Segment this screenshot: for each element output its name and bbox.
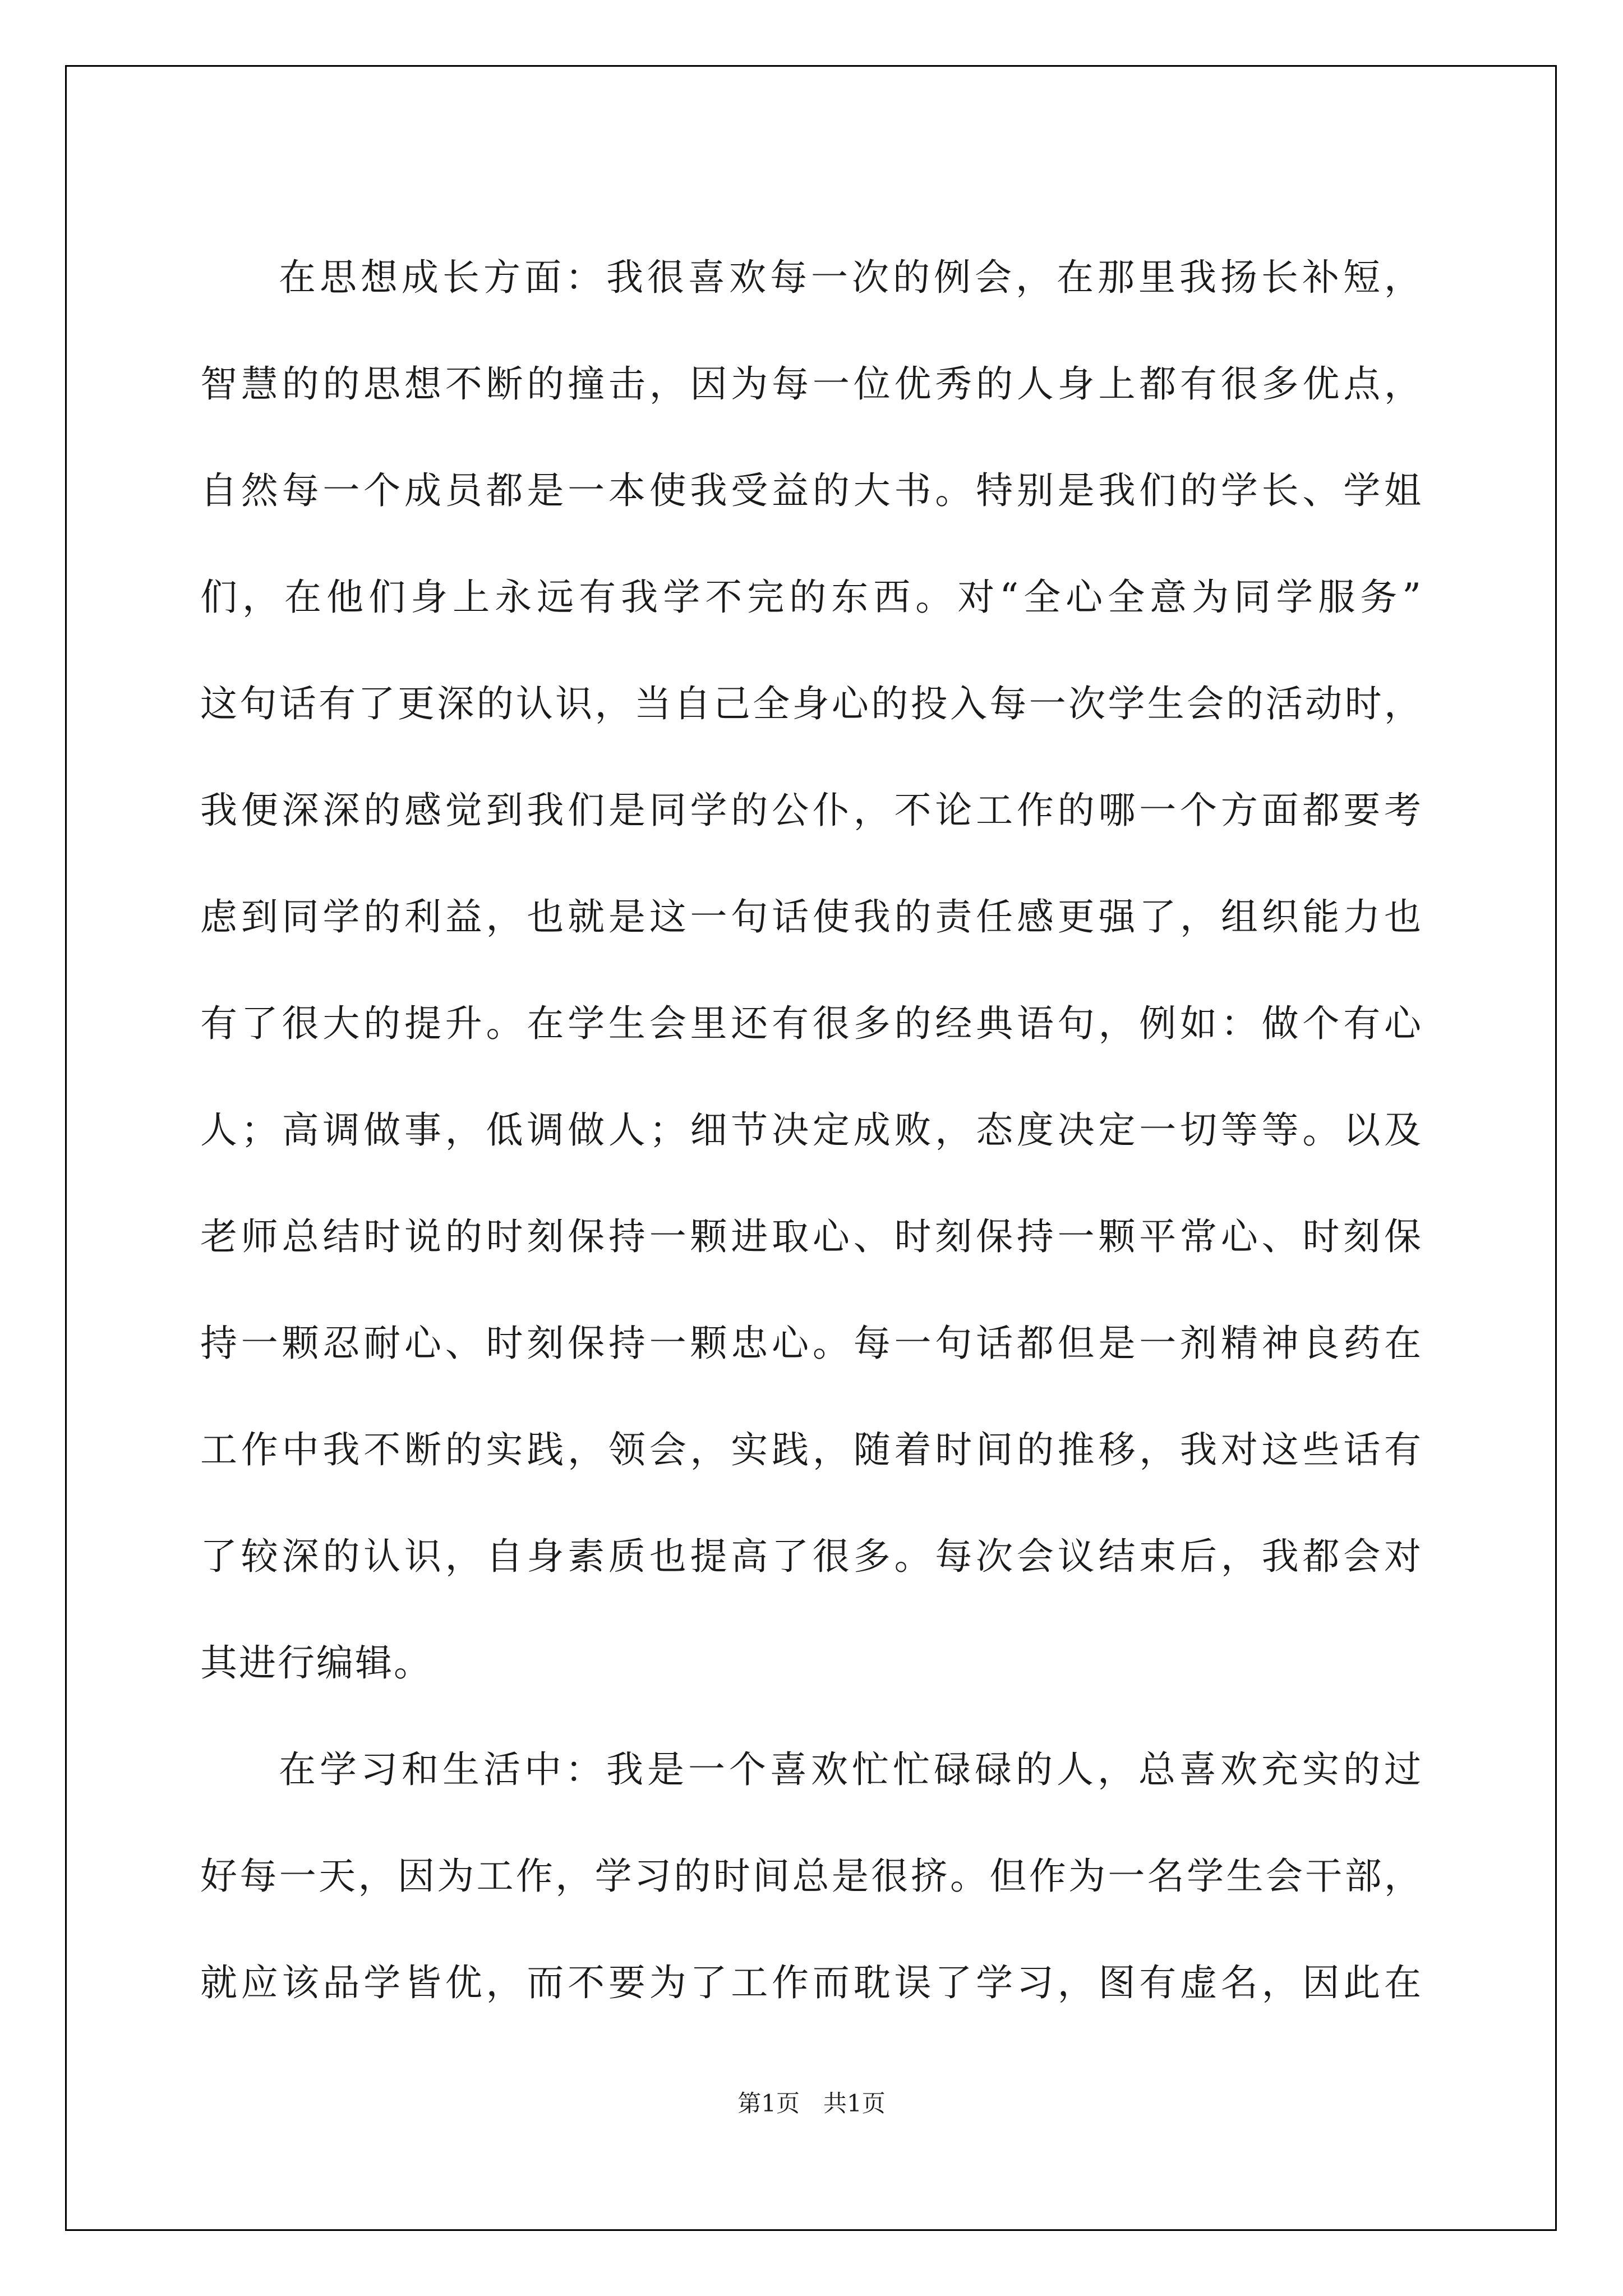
text-line: 好每一天，因为工作，学习的时间总是很挤。但作为一名学生会干部， <box>200 1855 1423 1898</box>
text-line: 在思想成长方面：我很喜欢每一次的例会，在那里我扬长补短， <box>279 256 1423 299</box>
text-line: 我便深深的感觉到我们是同学的公仆，不论工作的哪一个方面都要考 <box>200 789 1423 832</box>
text-line: 老师总结时说的时刻保持一颗进取心、时刻保持一颗平常心、时刻保 <box>200 1215 1423 1258</box>
text-line: 其进行编辑。 <box>200 1641 432 1685</box>
text-line: 人；高调做事，低调做人；细节决定成败，态度决定一切等等。以及 <box>200 1108 1423 1152</box>
text-line: 这句话有了更深的认识，当自己全身心的投入每一次学生会的活动时， <box>200 682 1423 725</box>
text-line: 虑到同学的利益，也就是这一句话使我的责任感更强了，组织能力也 <box>200 895 1423 938</box>
text-line: 持一颗忍耐心、时刻保持一颗忠心。每一句话都但是一剂精神良药在 <box>200 1322 1423 1365</box>
page-number-footer: 第1页 共1页 <box>737 2090 886 2117</box>
text-line: 们，在他们身上永远有我学不完的东西。对“全心全意为同学服务” <box>200 576 1423 619</box>
text-line: 自然每一个成员都是一本使我受益的大书。特别是我们的学长、学姐 <box>200 469 1423 512</box>
text-line: 就应该品学皆优，而不要为了工作而耽误了学习，图有虚名，因此在 <box>200 1961 1423 2004</box>
text-line: 在学习和生活中：我是一个喜欢忙忙碌碌的人，总喜欢充实的过 <box>279 1748 1423 1791</box>
text-line: 智慧的的思想不断的撞击，因为每一位优秀的人身上都有很多优点， <box>200 362 1423 406</box>
text-line: 了较深的认识，自身素质也提高了很多。每次会议结束后，我都会对 <box>200 1535 1423 1578</box>
document-body <box>200 224 1423 2036</box>
text-line: 有了很大的提升。在学生会里还有很多的经典语句，例如：做个有心 <box>200 1002 1423 1045</box>
text-line: 工作中我不断的实践，领会，实践，随着时间的推移，我对这些话有 <box>200 1428 1423 1471</box>
